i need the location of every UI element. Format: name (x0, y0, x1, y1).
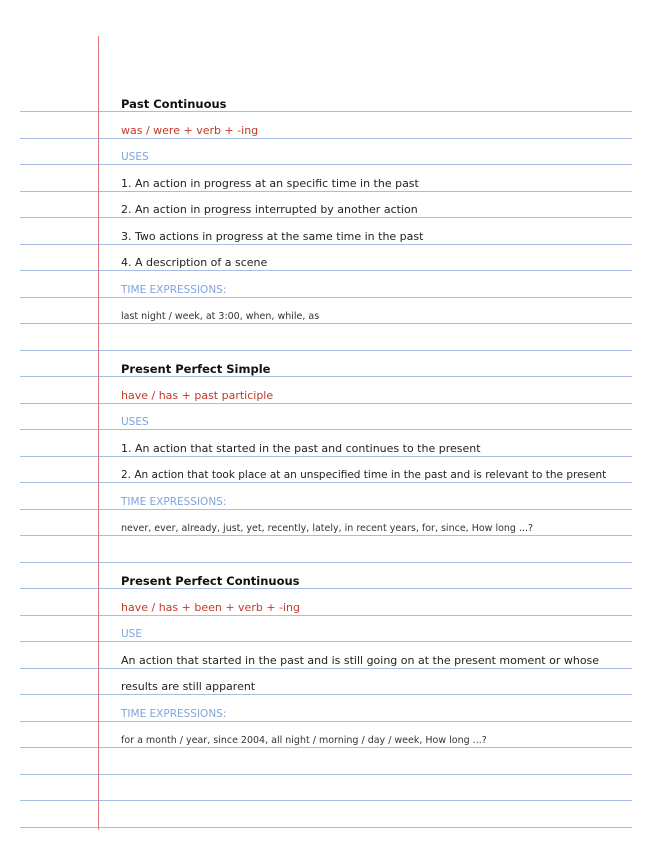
ruled-line (20, 800, 632, 801)
uses-label: USES (121, 151, 149, 163)
ruled-line (20, 588, 632, 589)
ruled-line (20, 217, 632, 218)
ruled-line (20, 774, 632, 775)
ruled-line (20, 827, 632, 828)
use-item: 1. An action in progress at an specific time in the past (121, 177, 419, 190)
ruled-line (20, 111, 632, 112)
use-item: 4. A description of a scene (121, 256, 268, 269)
ruled-line (20, 191, 632, 192)
ruled-line (20, 641, 632, 642)
time-expressions: never, ever, already, just, yet, recently, lately, in recent years, for, since, How long ...? (121, 523, 534, 534)
ruled-line (20, 376, 632, 377)
ruled-line (20, 350, 632, 351)
time-expressions-label: TIME EXPRESSIONS: (121, 284, 227, 296)
use-item: An action that started in the past and is still going on at the present moment or whose (121, 654, 600, 667)
ruled-line (20, 164, 632, 165)
time-expressions-label: TIME EXPRESSIONS: (121, 496, 227, 508)
ruled-line (20, 270, 632, 271)
uses-label: USE (121, 628, 142, 640)
section-formula: have / has + past participle (121, 389, 274, 402)
section-heading: Present Perfect Continuous (121, 574, 300, 588)
ruled-line (20, 244, 632, 245)
section-heading: Present Perfect Simple (121, 362, 271, 376)
ruled-line (20, 482, 632, 483)
ruled-line (20, 721, 632, 722)
margin-line (98, 36, 99, 830)
ruled-line (20, 456, 632, 457)
ruled-line (20, 668, 632, 669)
use-item: 2. An action in progress interrupted by another action (121, 203, 418, 216)
ruled-line (20, 509, 632, 510)
uses-label: USES (121, 416, 149, 428)
section-formula: have / has + been + verb + -ing (121, 601, 301, 614)
section-formula: was / were + verb + -ing (121, 124, 259, 137)
section-heading: Past Continuous (121, 97, 227, 111)
time-expressions: last night / week, at 3:00, when, while, as (121, 311, 320, 322)
ruled-line (20, 429, 632, 430)
time-expressions: for a month / year, since 2004, all night / morning / day / week, How long ...? (121, 735, 487, 746)
ruled-line (20, 615, 632, 616)
ruled-line (20, 138, 632, 139)
use-item: 1. An action that started in the past and continues to the present (121, 442, 481, 455)
ruled-line (20, 694, 632, 695)
ruled-line (20, 403, 632, 404)
use-item: results are still apparent (121, 680, 256, 693)
use-item: 2. An action that took place at an unspecified time in the past and is relevant to the present (121, 469, 607, 481)
use-item: 3. Two actions in progress at the same time in the past (121, 230, 424, 243)
ruled-line (20, 562, 632, 563)
ruled-line (20, 323, 632, 324)
time-expressions-label: TIME EXPRESSIONS: (121, 708, 227, 720)
ruled-line (20, 297, 632, 298)
